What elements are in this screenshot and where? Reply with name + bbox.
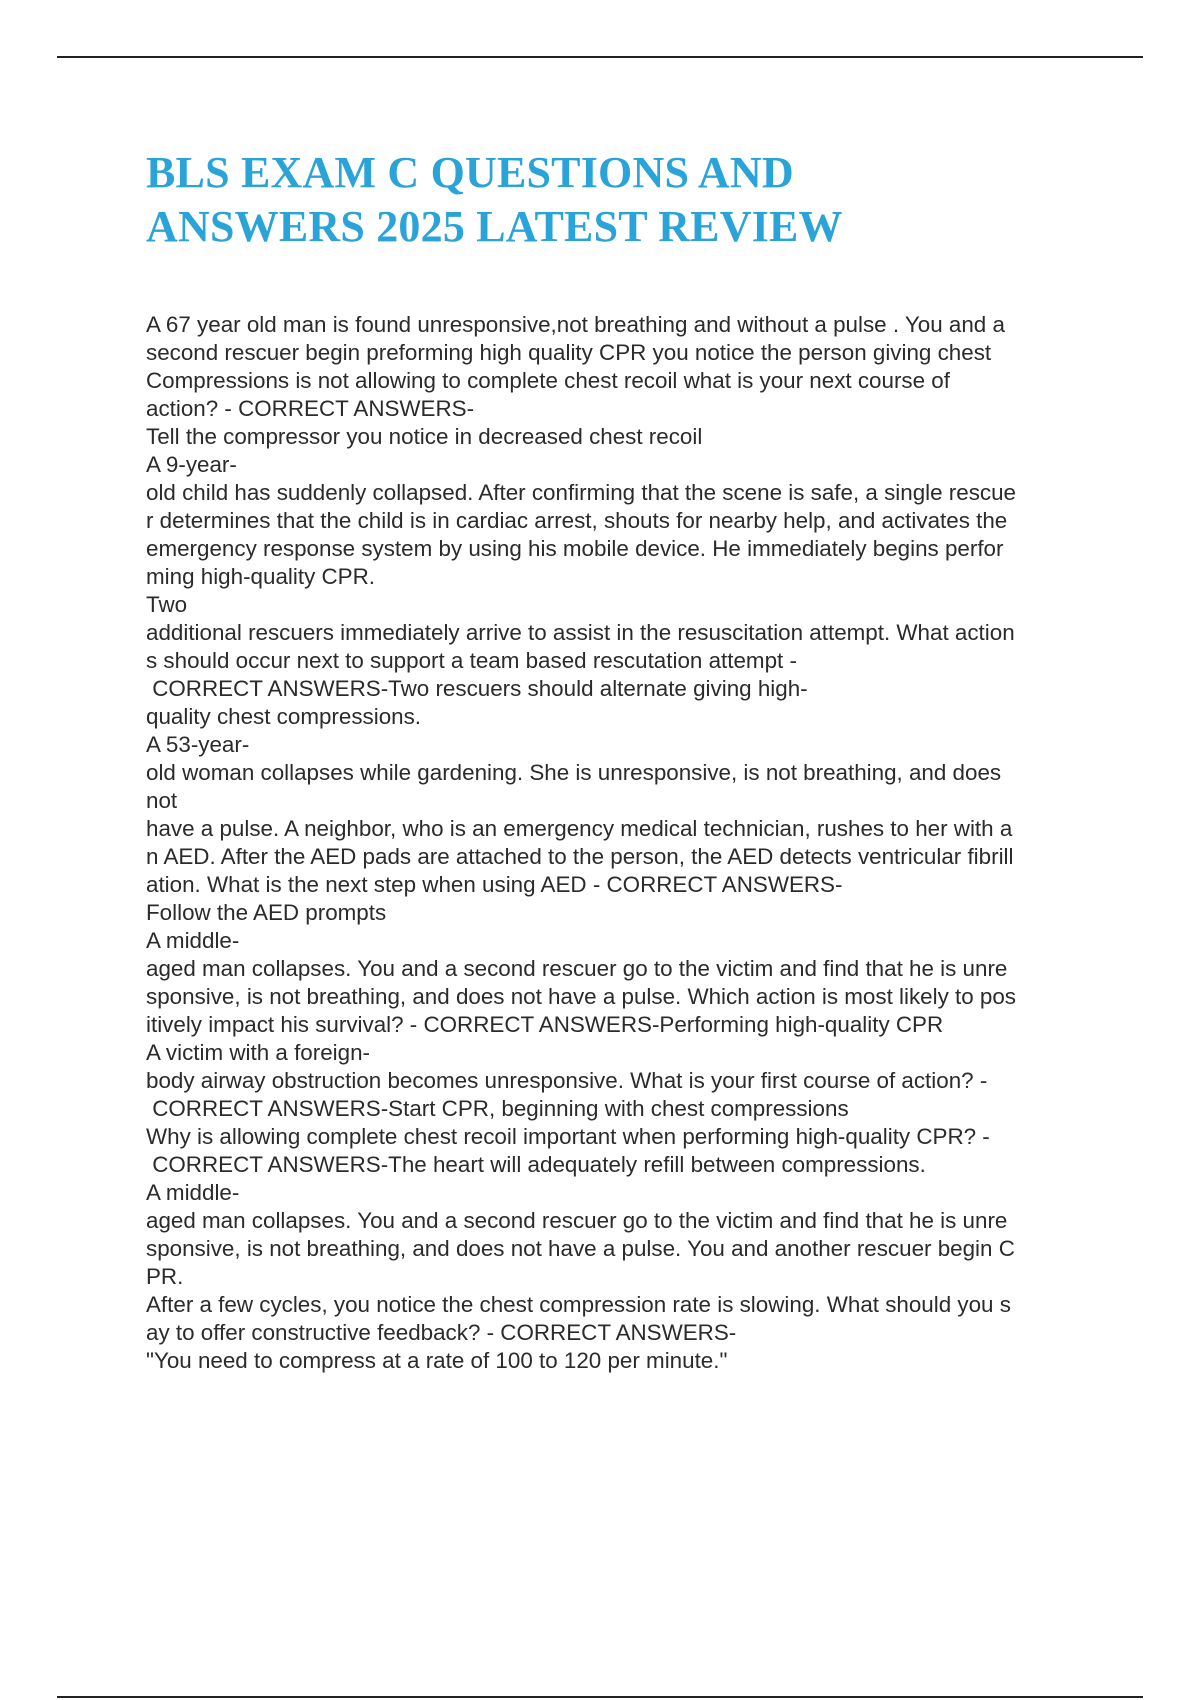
body-line: r determines that the child is in cardiac arrest, shouts for nearby help, and activates the xyxy=(146,508,1008,533)
body-line: action? - CORRECT ANSWERS- xyxy=(146,396,475,421)
body-line: A 9-year- xyxy=(146,452,237,477)
body-line: body airway obstruction becomes unresponsive. What is your first course of action? - xyxy=(146,1068,988,1093)
body-line: "You need to compress at a rate of 100 to 120 per minute." xyxy=(146,1348,728,1373)
body-line: not xyxy=(146,788,178,813)
body-line: sponsive, is not breathing, and does not have a pulse. Which action is most likely to pos xyxy=(146,984,1016,1009)
title-line-1: BLS EXAM C QUESTIONS AND xyxy=(146,148,794,197)
body-line: aged man collapses. You and a second rescuer go to the victim and find that he is unre xyxy=(146,956,1008,981)
body-line: n AED. After the AED pads are attached to the person, the AED detects ventricular fibrill xyxy=(146,844,1014,869)
body-line: sponsive, is not breathing, and does not have a pulse. You and another rescuer begin C xyxy=(146,1236,1015,1261)
body-line: quality chest compressions. xyxy=(146,704,422,729)
body-line: Follow the AED prompts xyxy=(146,900,387,925)
body-line: ming high-quality CPR. xyxy=(146,564,375,589)
body-line: A middle- xyxy=(146,928,240,953)
document-title xyxy=(146,146,1126,254)
body-line: old child has suddenly collapsed. After confirming that the scene is safe, a single rescue xyxy=(146,480,1016,505)
body-line: A 53-year- xyxy=(146,732,250,757)
body-line: s should occur next to support a team based rescutation attempt - xyxy=(146,648,797,673)
body-line: emergency response system by using his mobile device. He immediately begins perfor xyxy=(146,536,1004,561)
body-line: A victim with a foreign- xyxy=(146,1040,370,1065)
title-line-2: ANSWERS 2025 LATEST REVIEW xyxy=(146,202,843,251)
body-line: aged man collapses. You and a second rescuer go to the victim and find that he is unre xyxy=(146,1208,1008,1233)
body-line: have a pulse. A neighbor, who is an emergency medical technician, rushes to her with a xyxy=(146,816,1013,841)
body-line: old woman collapses while gardening. She is unresponsive, is not breathing, and does xyxy=(146,760,1002,785)
body-line: Tell the compressor you notice in decreased chest recoil xyxy=(146,424,703,449)
body-line: PR. xyxy=(146,1264,184,1289)
body-line: CORRECT ANSWERS-Two rescuers should alternate giving high- xyxy=(146,676,808,701)
body-line: second rescuer begin preforming high quality CPR you notice the person giving chest xyxy=(146,340,992,365)
body-line: A 67 year old man is found unresponsive,not breathing and without a pulse . You and a xyxy=(146,312,1005,337)
body-line: itively impact his survival? - CORRECT ANSWERS-Performing high-quality CPR xyxy=(146,1012,944,1037)
body-line: ation. What is the next step when using AED - CORRECT ANSWERS- xyxy=(146,872,843,897)
body-line: A middle- xyxy=(146,1180,240,1205)
body-line: additional rescuers immediately arrive to assist in the resuscitation attempt. What action xyxy=(146,620,1015,645)
body-line: Two xyxy=(146,592,188,617)
body-line: CORRECT ANSWERS-Start CPR, beginning with chest compressions xyxy=(146,1096,849,1121)
body-line: Why is allowing complete chest recoil important when performing high-quality CPR? - xyxy=(146,1124,990,1149)
body-line: Compressions is not allowing to complete chest recoil what is your next course of xyxy=(146,368,950,393)
top-rule xyxy=(57,56,1143,58)
bottom-rule xyxy=(57,1696,1143,1698)
qa-body xyxy=(146,311,1146,1375)
body-line: After a few cycles, you notice the chest compression rate is slowing. What should you s xyxy=(146,1292,1011,1317)
body-line: ay to offer constructive feedback? - CORRECT ANSWERS- xyxy=(146,1320,737,1345)
body-line: CORRECT ANSWERS-The heart will adequately refill between compressions. xyxy=(146,1152,926,1177)
